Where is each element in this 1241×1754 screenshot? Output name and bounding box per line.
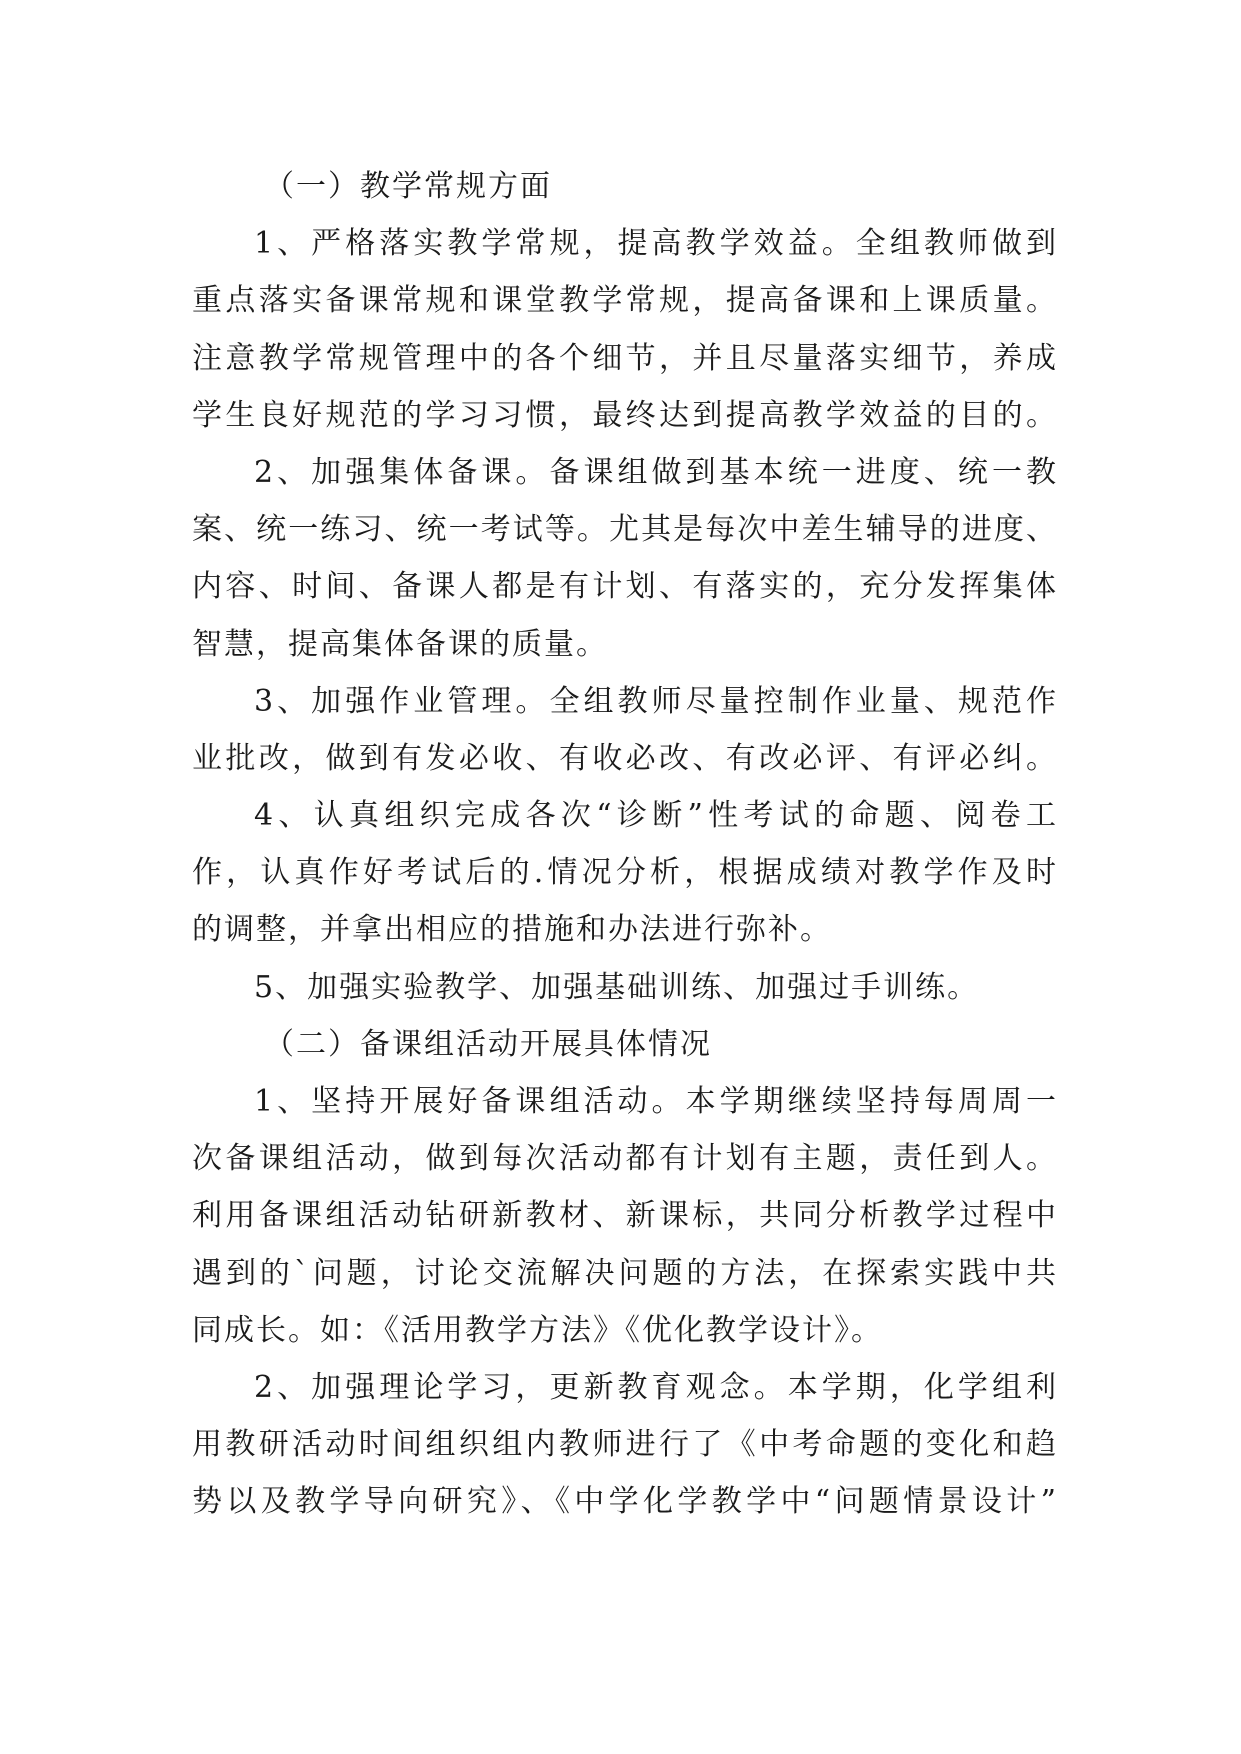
- paragraph-line: 用教研活动时间组织组内教师进行了《中考命题的变化和趋: [192, 1427, 1058, 1463]
- paragraph-line: 2、加强理论学习，更新教育观念。本学期，化学组利: [254, 1369, 1058, 1405]
- paragraph-line: 的调整，并拿出相应的措施和办法进行弥补。: [192, 912, 832, 948]
- paragraph-line: 利用备课组活动钻研新教材、新课标，共同分析教学过程中: [192, 1198, 1058, 1234]
- paragraph-line: 1、坚持开展好备课组活动。本学期继续坚持每周周一: [254, 1084, 1058, 1119]
- paragraph-line: 5、加强实验教学、加强基础训练、加强过手训练。: [254, 969, 980, 1005]
- paragraph-line: 重点落实备课常规和课堂教学常规，提高备课和上课质量。: [192, 283, 1058, 319]
- section-heading-2: （二）备课组活动开展具体情况: [264, 1026, 712, 1062]
- paragraph-line: 遇到的`问题，讨论交流解决问题的方法，在探索实践中共: [192, 1255, 1058, 1291]
- paragraph-line: 同成长。如：《活用教学方法》《优化教学设计》。: [192, 1312, 883, 1348]
- paragraph-line: 势以及教学导向研究》、《中学化学教学中“问题情景设计”: [192, 1484, 1058, 1520]
- paragraph-line: 3、加强作业管理。全组教师尽量控制作业量、规范作: [254, 683, 1058, 719]
- section-heading-1: （一）教学常规方面: [264, 169, 552, 204]
- paragraph-line: 学生良好规范的学习习惯，最终达到提高教学效益的目的。: [192, 397, 1058, 433]
- paragraph-line: 注意教学常规管理中的各个细节，并且尽量落实细节，养成: [192, 340, 1058, 376]
- paragraph-line: 内容、时间、备课人都是有计划、有落实的，充分发挥集体: [192, 569, 1058, 605]
- paragraph-line: 业批改，做到有发必收、有收必改、有改必评、有评必纠。: [192, 740, 1058, 776]
- paragraph-line: 2、加强集体备课。备课组做到基本统一进度、统一教: [254, 454, 1058, 490]
- paragraph-line: 案、统一练习、统一考试等。尤其是每次中差生辅导的进度、: [192, 512, 1058, 548]
- paragraph-line: 次备课组活动，做到每次活动都有计划有主题，责任到人。: [192, 1141, 1058, 1177]
- paragraph-line: 1、严格落实教学常规，提高教学效益。全组教师做到: [254, 226, 1058, 262]
- paragraph-line: 作，认真作好考试后的.情况分析，根据成绩对教学作及时: [192, 855, 1058, 891]
- document-body: [192, 158, 1058, 1531]
- paragraph-line: 智慧，提高集体备课的质量。: [192, 626, 608, 662]
- paragraph-line: 4、认真组织完成各次“诊断”性考试的命题、阅卷工: [254, 798, 1058, 834]
